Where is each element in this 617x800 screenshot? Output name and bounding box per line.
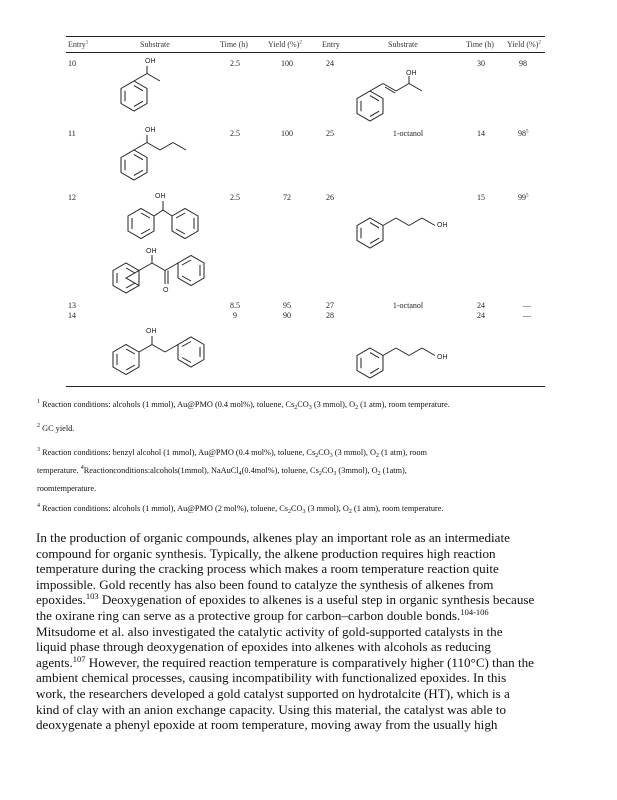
table-cell-yield-2: — — [523, 301, 531, 310]
paragraph-line: In the production of organic compounds, alkenes play an important role as an intermediate — [36, 530, 510, 545]
table-cell-entry-2: 27 — [326, 301, 334, 310]
svg-text:OH: OH — [437, 354, 448, 361]
structure-1-phenylpropanol — [112, 124, 212, 194]
table-cell-entry-2: 28 — [326, 311, 334, 320]
table-cell-entry: 10 — [68, 59, 76, 68]
paragraph-line: work, the researchers developed a gold catalyst supported on hydrotalcite (HT), which is a — [36, 685, 510, 701]
table-cell-yield-2: $98^5$ — [518, 129, 529, 138]
table-cell-entry: 13 — [68, 301, 76, 310]
table-cell-time: 2.5 — [230, 59, 240, 68]
paragraph-line: impossible. Gold recently has also been found to catalyze the synthesis of alkenes from — [36, 576, 494, 592]
table-cell-time-2: 24 — [477, 311, 485, 320]
table-bottom-rule — [66, 386, 545, 387]
footnote-1: $^1$ Reaction conditions: alcohols (1 mmol), Au@PMO (0.4 mol%), toluene, $Cs_2CO_3$ (3 mmol), $O_2$ (1 atm), room temperature. — [37, 399, 450, 411]
paragraph-line: kind of clay with an anion exchange capacity. Using this material, the catalyst was able to — [36, 701, 507, 717]
footnote-3-continued: temperature. $^4$Reactionconditions:alcohols(1mmol), NaAuCl$_4$(0.4mol%), toluene, $Cs_2CO_3$ (3mmol), $O_2$ (1atm), — [37, 465, 407, 477]
structure-4-phenylbutanol — [356, 208, 466, 258]
structure-3-phenylpropanol — [356, 340, 466, 385]
table-cell-yield-2: $99^5$ — [518, 193, 529, 202]
svg-text:OH: OH — [406, 70, 417, 77]
table-cell-yield: 90 — [283, 311, 291, 320]
table-cell-substrate-2: 1-octanol — [392, 301, 424, 310]
paragraph-line: epoxides.$^{103}$ Deoxygenation of epoxides to alkenes is a useful step in organic synthesis because — [36, 591, 535, 608]
citation-ref: 103 — [85, 591, 99, 602]
citation-ref: 104-106 — [460, 606, 489, 617]
svg-text:OH: OH — [146, 328, 157, 335]
structure-benzoin — [110, 250, 220, 310]
header-time: Time (h) — [220, 40, 248, 49]
table-cell-time: 8.5 — [230, 301, 240, 310]
table-cell-entry-2: 25 — [326, 129, 334, 138]
table-cell-substrate-2: 1-octanol — [392, 129, 424, 138]
header-substrate: Substrate — [140, 40, 170, 49]
table-cell-yield: 95 — [283, 301, 291, 310]
citation-ref: 107 — [72, 653, 86, 664]
header-yield: Yield (%)$^2$ — [268, 40, 302, 49]
header-substrate-2: Substrate — [388, 40, 418, 49]
table-cell-time: 9 — [233, 311, 237, 320]
footnote-4: $^4$ Reaction conditions: alcohols (1 mmol), Au@PMO (2 mol%), toluene, $Cs_2CO_3$ (3 mmol), $O_2$ (1 atm), room temperature. — [37, 503, 444, 515]
structure-1-phenylethanol — [112, 55, 202, 125]
paragraph-line: agents.$^{107}$ However, the required reaction temperature is comparatively higher (110°C) than the — [36, 653, 534, 670]
header-entry: Entry$^1$ — [68, 40, 89, 49]
svg-text:OH: OH — [437, 222, 448, 229]
structure-1-2-diphenylethanol — [110, 324, 220, 384]
structure-allylic-alcohol — [356, 62, 466, 122]
footnote-2: $^2$ GC yield. — [37, 423, 75, 433]
footnote-3: $^3$ Reaction conditions: benzyl alcohol (1 mmol), Au@PMO (0.4 mol%), toluene, $Cs_2CO_3$ (3 mmol), $O_2$ (1 atm), room — [37, 447, 427, 459]
table-cell-yield: 72 — [283, 193, 291, 202]
table-cell-time: 2.5 — [230, 129, 240, 138]
footnote-3-end: roomtemperature. — [37, 484, 97, 493]
table-cell-entry-2: 26 — [326, 193, 334, 202]
svg-text:OH: OH — [155, 193, 166, 200]
header-yield-2: Yield (%)$^2$ — [507, 40, 541, 49]
svg-text:OH: OH — [146, 248, 157, 255]
body-paragraph — [36, 530, 588, 733]
table-cell-time-2: 30 — [477, 59, 485, 68]
table-top-rule — [66, 36, 545, 37]
paragraph-line: the oxirane ring can serve as a protective group for carbon–carbon double bonds.$^{104-106}$ — [36, 606, 489, 623]
structure-benzhydrol — [110, 188, 210, 248]
table-cell-time-2: 24 — [477, 301, 485, 310]
table-cell-entry: 12 — [68, 193, 76, 202]
header-entry-2: Entry — [322, 40, 340, 49]
svg-text:OH: OH — [145, 58, 156, 65]
svg-text:O: O — [163, 287, 169, 294]
paragraph-line: Mitsudome et al. also investigated the catalytic activity of gold-supported catalysts in the — [36, 623, 503, 639]
paragraph-line: liquid phase through deoxygenation of epoxides into alkenes with alcohols as reducing — [36, 639, 491, 655]
paragraph-line: deoxygenate a phenyl epoxide at room temperature, moving away from the usually high — [36, 717, 498, 733]
table-header-rule — [66, 52, 545, 53]
paragraph-line: compound for organic synthesis. Typically, the alkene production requires high reaction — [36, 545, 496, 561]
table-cell-time: 2.5 — [230, 193, 240, 202]
table-cell-time-2: 14 — [477, 129, 485, 138]
table-cell-entry-2: 24 — [326, 59, 334, 68]
paragraph-line: ambient chemical processes, causing incompatibility with functionalized epoxides. In this — [36, 670, 507, 686]
table-cell-entry: 11 — [68, 129, 76, 138]
table-cell-yield-2: — — [523, 311, 531, 320]
table-cell-time-2: 15 — [477, 193, 485, 202]
header-time-2: Time (h) — [466, 40, 494, 49]
table-cell-entry: 14 — [68, 311, 76, 320]
table-cell-yield: 100 — [281, 129, 293, 138]
svg-text:OH: OH — [145, 127, 156, 134]
paragraph-line: temperature during the cracking process which makes a room temperature reaction quite — [36, 561, 499, 577]
table-cell-yield-2: 98 — [519, 59, 527, 68]
table-cell-yield: 100 — [281, 59, 293, 68]
